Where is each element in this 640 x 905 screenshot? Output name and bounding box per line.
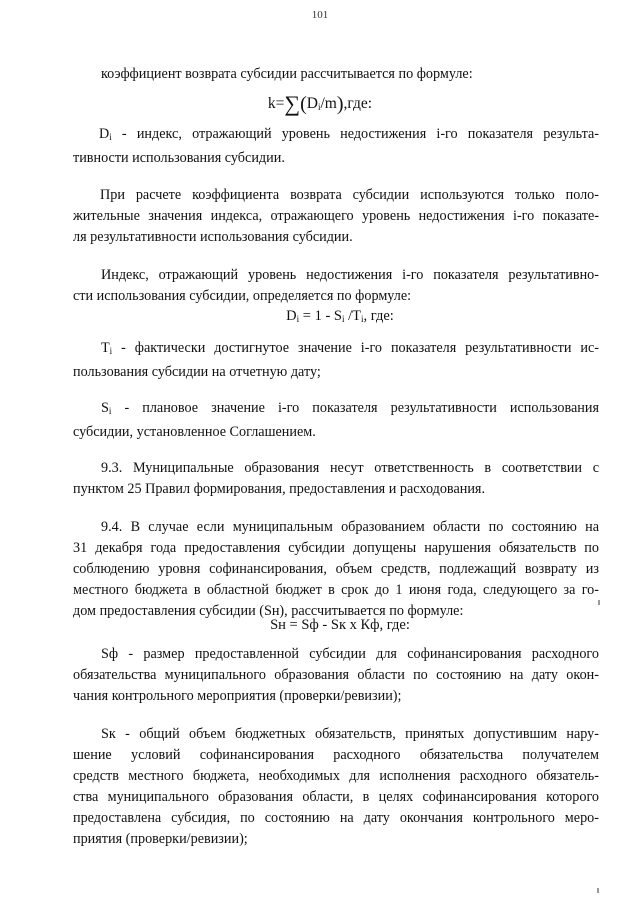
symbol-d: D xyxy=(99,126,110,142)
page-number: 101 xyxy=(311,9,329,21)
text-line: тивности использования субсидии. xyxy=(73,150,285,166)
text-line: 9.4. В случае если муниципальным образованием области по состоянию на xyxy=(101,519,599,535)
text-fragment: - фактически достигнутое значение i-го показателя результативности ис- xyxy=(112,340,599,356)
formula-text: D xyxy=(286,308,297,324)
text-fragment: - индекс, отражающий уровень недостижения i-го показателя результа- xyxy=(111,126,599,142)
text-line: ства муниципального образования области, в целях софинансирования которого xyxy=(73,789,599,805)
paragraph-di-definition xyxy=(73,124,599,169)
text-line xyxy=(73,338,599,362)
text-line: 9.3. Муниципальные образования несут ответственность в соответствии с xyxy=(101,460,599,476)
formula-subscript: i xyxy=(341,314,345,324)
text-line: средств местного бюджета, необходимых для исполнения расходного обязатель- xyxy=(73,768,599,784)
text-line: дом предоставления субсидии (Sн), рассчитывается по формуле: xyxy=(73,603,464,619)
text-line: предоставлена субсидия, по состоянию на дату окончания контрольного меро- xyxy=(73,810,599,826)
formula-sn: Sн = Sф - Sк х Кф, где: xyxy=(270,617,410,633)
paragraph-9-4 xyxy=(73,517,599,622)
text-fragment: - плановое значение i-го показателя результативности использования xyxy=(111,400,599,416)
formula-k xyxy=(0,91,640,117)
formula-paren: ) xyxy=(336,93,344,115)
text-line: обязательства муниципального образования области по состоянию на дату окон- xyxy=(73,667,599,683)
formula-paren: ( xyxy=(300,93,307,115)
text-line: Sк - общий объем бюджетных обязательств, принятых допустившим нару- xyxy=(101,726,599,742)
text-line: чания контрольного мероприятия (проверки/ревизии); xyxy=(73,688,402,704)
formula-subscript: i xyxy=(317,102,321,112)
text-line: коэффициент возврата субсидии рассчитывается по формуле: xyxy=(101,66,473,82)
text-line: пользования субсидии на отчетную дату; xyxy=(73,364,321,380)
symbol-subscript: i xyxy=(109,346,113,356)
text-line: Sф - размер предоставленной субсидии для софинансирования расходного xyxy=(101,646,599,662)
text-line: пунктом 25 Правил формирования, предоставления и расходования. xyxy=(73,481,486,497)
paragraph-positive-values xyxy=(73,185,599,248)
text-line: Индекс, отражающий уровень недостижения i-го показателя результативно- xyxy=(101,267,599,283)
paragraph-sk-definition xyxy=(73,724,599,850)
text-line xyxy=(73,398,599,422)
formula-subscript: i xyxy=(361,314,364,324)
symbol-s: S xyxy=(101,400,109,416)
formula-subscript: i xyxy=(296,314,300,324)
text-line: ля результативности использования субсидии. xyxy=(73,229,353,245)
text-line: жительные значения индекса, отражающего уровень недостижения i-го показате- xyxy=(73,208,599,224)
paragraph-9-3 xyxy=(73,458,599,500)
paragraph-formula-intro xyxy=(101,64,599,85)
text-line xyxy=(73,124,599,148)
sigma-symbol: ∑ xyxy=(284,91,301,116)
formula-text: = 1 - S xyxy=(299,308,342,324)
formula-text: , где: xyxy=(363,308,394,324)
formula-text: k= xyxy=(267,95,285,112)
symbol-subscript: i xyxy=(109,132,112,142)
text-line: 31 декабря года предоставления субсидии допущены нарушения обязательств по xyxy=(73,540,599,556)
paragraph-sf-definition xyxy=(73,644,599,707)
scan-mark xyxy=(598,600,600,605)
paragraph-si-definition xyxy=(73,398,599,443)
symbol-subscript: i xyxy=(108,406,112,416)
formula-text: /m xyxy=(320,95,337,112)
text-line: При расчете коэффициента возврата субсидии используются только поло- xyxy=(100,187,599,203)
text-line: сти использования субсидии, определяется по формуле: xyxy=(73,288,412,304)
symbol-t: T xyxy=(101,340,110,356)
formula-text: D xyxy=(306,95,318,112)
paragraph-ti-definition xyxy=(73,338,599,383)
formula-text: ,где: xyxy=(343,95,373,112)
scan-mark xyxy=(597,888,599,893)
text-line: шение условий софинансирования расходного обязательства получателем xyxy=(73,747,599,763)
formula-di xyxy=(0,308,640,325)
text-line: соблюдению уровня софинансирования, объем средств, подлежащий возврату из xyxy=(73,561,599,577)
formula-text: /T xyxy=(344,308,361,324)
text-line: местного бюджета в областной бюджет в срок до 1 июня года, следующего за го- xyxy=(73,582,599,598)
text-line: субсидии, установленное Соглашением. xyxy=(73,424,316,440)
paragraph-index-formula-intro xyxy=(73,265,599,307)
text-line: приятия (проверки/ревизии); xyxy=(73,831,248,847)
